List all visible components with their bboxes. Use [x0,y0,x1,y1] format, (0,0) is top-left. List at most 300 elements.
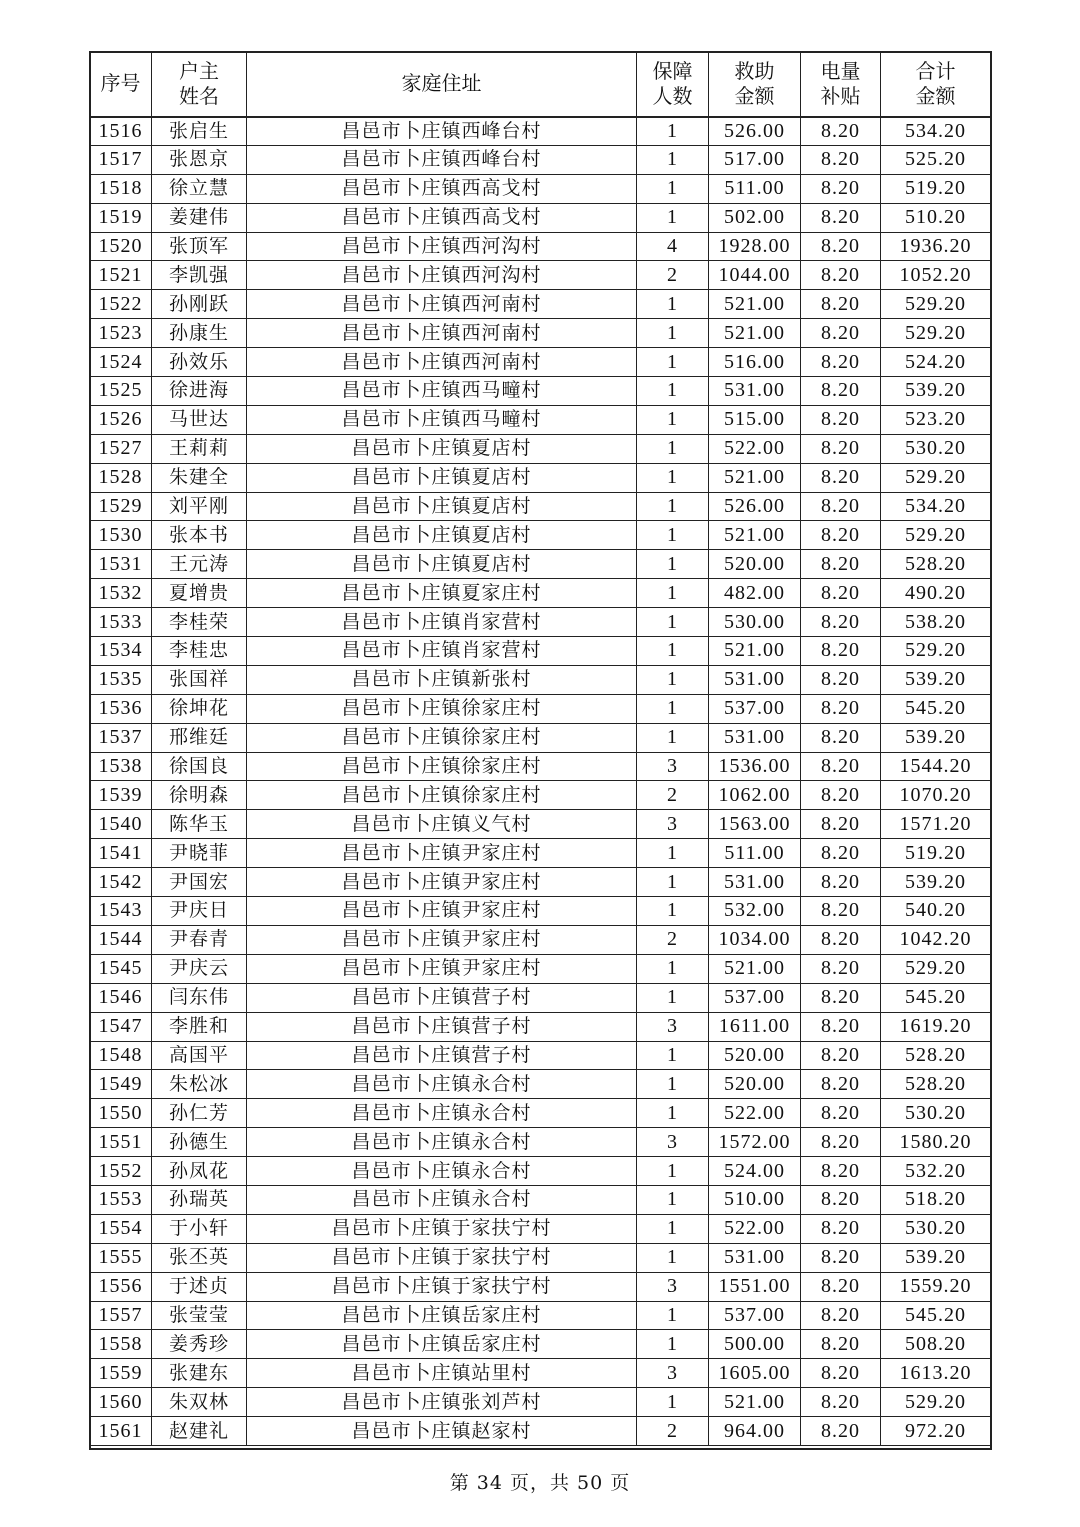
cell-people: 1 [637,954,709,983]
cell-amount: 522.00 [709,1214,801,1243]
cell-address: 昌邑市卜庄镇张刘芦村 [247,1388,637,1417]
cell-total: 519.20 [881,174,991,203]
table-row [90,377,991,406]
cell-name: 高国平 [152,1041,247,1070]
cell-people: 1 [637,1388,709,1417]
cell-name: 张顶军 [152,232,247,261]
table-row [90,232,991,261]
cell-elec: 8.20 [801,1128,881,1157]
cell-people: 1 [637,377,709,406]
cell-elec: 8.20 [801,1012,881,1041]
cell-address: 昌邑市卜庄镇西峰台村 [247,145,637,174]
cell-name: 姜秀珍 [152,1330,247,1359]
table-row [90,1388,991,1417]
cell-people: 1 [637,1214,709,1243]
cell-total: 528.20 [881,550,991,579]
cell-amount: 1034.00 [709,925,801,954]
cell-name: 李凯强 [152,261,247,290]
cell-elec: 8.20 [801,1041,881,1070]
cell-name: 李桂忠 [152,637,247,666]
cell-elec: 8.20 [801,377,881,406]
cell-no: 1528 [90,463,152,492]
cell-amount: 1611.00 [709,1012,801,1041]
cell-total: 532.20 [881,1157,991,1186]
cell-elec: 8.20 [801,810,881,839]
cell-amount: 502.00 [709,203,801,232]
table-row [90,1301,991,1330]
cell-no: 1531 [90,550,152,579]
cell-total: 540.20 [881,897,991,926]
cell-name: 姜建伟 [152,203,247,232]
table-row [90,694,991,723]
cell-amount: 511.00 [709,174,801,203]
cell-people: 1 [637,983,709,1012]
cell-no: 1539 [90,781,152,810]
cell-people: 1 [637,521,709,550]
cell-people: 1 [637,319,709,348]
cell-amount: 482.00 [709,579,801,608]
assistance-table [89,51,991,1446]
table-row [90,810,991,839]
cell-no: 1559 [90,1359,152,1388]
table-row [90,348,991,377]
cell-elec: 8.20 [801,348,881,377]
cell-amount: 521.00 [709,290,801,319]
cell-no: 1560 [90,1388,152,1417]
cell-no: 1519 [90,203,152,232]
cell-address: 昌邑市卜庄镇西马疃村 [247,405,637,434]
cell-no: 1551 [90,1128,152,1157]
cell-amount: 521.00 [709,637,801,666]
cell-address: 昌邑市卜庄镇尹家庄村 [247,868,637,897]
cell-elec: 8.20 [801,925,881,954]
table-body [90,117,991,1446]
cell-no: 1543 [90,897,152,926]
cell-total: 1052.20 [881,261,991,290]
cell-elec: 8.20 [801,1185,881,1214]
cell-name: 徐国良 [152,752,247,781]
table-row [90,1243,991,1272]
cell-elec: 8.20 [801,174,881,203]
cell-amount: 515.00 [709,405,801,434]
cell-total: 1070.20 [881,781,991,810]
cell-total: 1619.20 [881,1012,991,1041]
cell-address: 昌邑市卜庄镇西高戈村 [247,174,637,203]
cell-name: 孙仁芳 [152,1099,247,1128]
table-row [90,897,991,926]
cell-amount: 532.00 [709,897,801,926]
cell-no: 1527 [90,434,152,463]
table-row [90,1012,991,1041]
cell-total: 972.20 [881,1417,991,1446]
cell-name: 尹国宏 [152,868,247,897]
cell-people: 1 [637,434,709,463]
table-row [90,781,991,810]
cell-total: 1544.20 [881,752,991,781]
cell-amount: 1563.00 [709,810,801,839]
cell-people: 1 [637,145,709,174]
cell-name: 朱松冰 [152,1070,247,1099]
cell-no: 1534 [90,637,152,666]
cell-address: 昌邑市卜庄镇义气村 [247,810,637,839]
cell-amount: 520.00 [709,550,801,579]
table-row [90,983,991,1012]
cell-no: 1547 [90,1012,152,1041]
cell-no: 1537 [90,723,152,752]
cell-amount: 964.00 [709,1417,801,1446]
cell-people: 1 [637,1157,709,1186]
cell-amount: 521.00 [709,954,801,983]
cell-total: 529.20 [881,319,991,348]
cell-no: 1522 [90,290,152,319]
table-header [90,52,991,117]
cell-address: 昌邑市卜庄镇尹家庄村 [247,954,637,983]
cell-name: 张恩京 [152,145,247,174]
cell-amount: 1928.00 [709,232,801,261]
cell-amount: 531.00 [709,665,801,694]
cell-people: 4 [637,232,709,261]
cell-people: 1 [637,117,709,146]
cell-elec: 8.20 [801,203,881,232]
cell-address: 昌邑市卜庄镇赵家村 [247,1417,637,1446]
cell-people: 1 [637,348,709,377]
cell-people: 1 [637,174,709,203]
cell-address: 昌邑市卜庄镇营子村 [247,983,637,1012]
cell-total: 525.20 [881,145,991,174]
table-row [90,434,991,463]
cell-total: 518.20 [881,1185,991,1214]
cell-address: 昌邑市卜庄镇永合村 [247,1128,637,1157]
table-row [90,637,991,666]
cell-name: 张建东 [152,1359,247,1388]
cell-total: 529.20 [881,521,991,550]
cell-name: 李桂荣 [152,608,247,637]
cell-total: 510.20 [881,203,991,232]
cell-elec: 8.20 [801,550,881,579]
cell-address: 昌邑市卜庄镇于家扶宁村 [247,1214,637,1243]
cell-amount: 522.00 [709,434,801,463]
cell-people: 3 [637,1359,709,1388]
cell-amount: 537.00 [709,694,801,723]
cell-name: 刘平刚 [152,492,247,521]
cell-amount: 531.00 [709,723,801,752]
cell-total: 524.20 [881,348,991,377]
cell-elec: 8.20 [801,492,881,521]
cell-elec: 8.20 [801,954,881,983]
cell-amount: 531.00 [709,868,801,897]
cell-name: 孙凤花 [152,1157,247,1186]
cell-people: 1 [637,839,709,868]
cell-no: 1535 [90,665,152,694]
table-row [90,1214,991,1243]
cell-address: 昌邑市卜庄镇夏店村 [247,550,637,579]
cell-elec: 8.20 [801,261,881,290]
header-elec: 电量 补贴 [801,52,881,117]
cell-amount: 526.00 [709,492,801,521]
cell-people: 2 [637,1417,709,1446]
cell-people: 3 [637,1012,709,1041]
cell-name: 孙瑞英 [152,1185,247,1214]
cell-address: 昌邑市卜庄镇夏家庄村 [247,579,637,608]
cell-total: 539.20 [881,1243,991,1272]
cell-no: 1549 [90,1070,152,1099]
cell-elec: 8.20 [801,1243,881,1272]
cell-address: 昌邑市卜庄镇西河南村 [247,348,637,377]
cell-amount: 517.00 [709,145,801,174]
cell-no: 1545 [90,954,152,983]
cell-total: 523.20 [881,405,991,434]
cell-address: 昌邑市卜庄镇岳家庄村 [247,1301,637,1330]
page-footer: 第 34 页，共 50 页 [449,1472,631,1494]
cell-amount: 521.00 [709,521,801,550]
cell-people: 3 [637,1272,709,1301]
cell-name: 赵建礼 [152,1417,247,1446]
cell-name: 徐进海 [152,377,247,406]
cell-no: 1532 [90,579,152,608]
cell-elec: 8.20 [801,723,881,752]
cell-elec: 8.20 [801,1272,881,1301]
cell-total: 545.20 [881,1301,991,1330]
cell-elec: 8.20 [801,463,881,492]
cell-name: 马世达 [152,405,247,434]
cell-name: 张莹莹 [152,1301,247,1330]
cell-amount: 521.00 [709,319,801,348]
cell-total: 545.20 [881,694,991,723]
cell-address: 昌邑市卜庄镇尹家庄村 [247,897,637,926]
cell-no: 1520 [90,232,152,261]
cell-total: 528.20 [881,1041,991,1070]
cell-amount: 526.00 [709,117,801,146]
cell-address: 昌邑市卜庄镇徐家庄村 [247,781,637,810]
cell-name: 张本书 [152,521,247,550]
cell-no: 1558 [90,1330,152,1359]
cell-total: 1042.20 [881,925,991,954]
table-row [90,174,991,203]
cell-address: 昌邑市卜庄镇于家扶宁村 [247,1243,637,1272]
cell-total: 539.20 [881,868,991,897]
table-row [90,1041,991,1070]
cell-amount: 530.00 [709,608,801,637]
cell-total: 539.20 [881,665,991,694]
cell-no: 1533 [90,608,152,637]
cell-name: 于述贞 [152,1272,247,1301]
cell-elec: 8.20 [801,694,881,723]
cell-amount: 516.00 [709,348,801,377]
table-row [90,868,991,897]
cell-people: 2 [637,781,709,810]
table-row [90,752,991,781]
cell-people: 1 [637,1330,709,1359]
cell-name: 朱建全 [152,463,247,492]
cell-total: 539.20 [881,377,991,406]
cell-people: 1 [637,897,709,926]
cell-address: 昌邑市卜庄镇西高戈村 [247,203,637,232]
cell-people: 1 [637,694,709,723]
cell-elec: 8.20 [801,1301,881,1330]
cell-total: 545.20 [881,983,991,1012]
cell-elec: 8.20 [801,1070,881,1099]
cell-elec: 8.20 [801,983,881,1012]
header-people: 保障 人数 [637,52,709,117]
cell-people: 1 [637,579,709,608]
cell-no: 1523 [90,319,152,348]
cell-no: 1516 [90,117,152,146]
cell-total: 529.20 [881,290,991,319]
cell-amount: 522.00 [709,1099,801,1128]
cell-people: 1 [637,550,709,579]
cell-address: 昌邑市卜庄镇夏店村 [247,521,637,550]
cell-name: 朱双林 [152,1388,247,1417]
cell-amount: 1605.00 [709,1359,801,1388]
cell-elec: 8.20 [801,1214,881,1243]
cell-people: 1 [637,868,709,897]
table-row [90,925,991,954]
cell-no: 1521 [90,261,152,290]
cell-amount: 1572.00 [709,1128,801,1157]
cell-total: 1559.20 [881,1272,991,1301]
cell-name: 孙德生 [152,1128,247,1157]
cell-people: 1 [637,492,709,521]
cell-no: 1548 [90,1041,152,1070]
header-row [90,52,991,117]
cell-elec: 8.20 [801,1417,881,1446]
cell-total: 519.20 [881,839,991,868]
cell-name: 孙效乐 [152,348,247,377]
cell-total: 490.20 [881,579,991,608]
table-row [90,1417,991,1446]
cell-amount: 1062.00 [709,781,801,810]
cell-elec: 8.20 [801,1388,881,1417]
cell-people: 1 [637,1099,709,1128]
table-row [90,1157,991,1186]
cell-elec: 8.20 [801,1099,881,1128]
table-row [90,319,991,348]
table-row [90,839,991,868]
cell-no: 1529 [90,492,152,521]
cell-elec: 8.20 [801,405,881,434]
cell-total: 534.20 [881,492,991,521]
header-total: 合计 金额 [881,52,991,117]
cell-name: 孙康生 [152,319,247,348]
cell-address: 昌邑市卜庄镇永合村 [247,1099,637,1128]
cell-no: 1541 [90,839,152,868]
cell-name: 徐立慧 [152,174,247,203]
cell-amount: 500.00 [709,1330,801,1359]
cell-people: 2 [637,261,709,290]
cell-no: 1530 [90,521,152,550]
table-row [90,405,991,434]
table-row [90,579,991,608]
cell-address: 昌邑市卜庄镇徐家庄村 [247,723,637,752]
cell-total: 1613.20 [881,1359,991,1388]
cell-amount: 511.00 [709,839,801,868]
cell-address: 昌邑市卜庄镇站里村 [247,1359,637,1388]
cell-name: 孙刚跃 [152,290,247,319]
cell-address: 昌邑市卜庄镇岳家庄村 [247,1330,637,1359]
cell-elec: 8.20 [801,752,881,781]
cell-no: 1556 [90,1272,152,1301]
cell-no: 1524 [90,348,152,377]
table-row [90,1070,991,1099]
cell-no: 1554 [90,1214,152,1243]
cell-total: 1571.20 [881,810,991,839]
cell-total: 539.20 [881,723,991,752]
cell-name: 张丕英 [152,1243,247,1272]
cell-total: 530.20 [881,1214,991,1243]
cell-address: 昌邑市卜庄镇尹家庄村 [247,925,637,954]
cell-address: 昌邑市卜庄镇西河沟村 [247,261,637,290]
table-row [90,492,991,521]
table-row [90,290,991,319]
cell-address: 昌邑市卜庄镇西马疃村 [247,377,637,406]
cell-total: 528.20 [881,1070,991,1099]
cell-elec: 8.20 [801,1330,881,1359]
cell-amount: 524.00 [709,1157,801,1186]
cell-no: 1536 [90,694,152,723]
cell-elec: 8.20 [801,665,881,694]
table-row [90,1272,991,1301]
cell-address: 昌邑市卜庄镇徐家庄村 [247,694,637,723]
cell-name: 徐坤花 [152,694,247,723]
cell-people: 3 [637,1128,709,1157]
cell-total: 529.20 [881,1388,991,1417]
cell-address: 昌邑市卜庄镇营子村 [247,1041,637,1070]
cell-no: 1542 [90,868,152,897]
cell-elec: 8.20 [801,117,881,146]
cell-address: 昌邑市卜庄镇西峰台村 [247,117,637,146]
cell-amount: 531.00 [709,377,801,406]
cell-elec: 8.20 [801,145,881,174]
cell-people: 1 [637,608,709,637]
table-row [90,954,991,983]
cell-total: 1936.20 [881,232,991,261]
cell-no: 1555 [90,1243,152,1272]
cell-name: 于小轩 [152,1214,247,1243]
cell-total: 1580.20 [881,1128,991,1157]
header-no: 序号 [90,52,152,117]
cell-name: 尹庆日 [152,897,247,926]
cell-elec: 8.20 [801,521,881,550]
table-row [90,550,991,579]
cell-total: 508.20 [881,1330,991,1359]
cell-people: 2 [637,925,709,954]
cell-address: 昌邑市卜庄镇肖家营村 [247,637,637,666]
table-row [90,1128,991,1157]
cell-elec: 8.20 [801,1359,881,1388]
cell-amount: 531.00 [709,1243,801,1272]
header-amount: 救助 金额 [709,52,801,117]
cell-people: 3 [637,752,709,781]
cell-elec: 8.20 [801,608,881,637]
cell-no: 1561 [90,1417,152,1446]
cell-no: 1526 [90,405,152,434]
cell-amount: 521.00 [709,463,801,492]
cell-total: 534.20 [881,117,991,146]
cell-people: 1 [637,665,709,694]
cell-no: 1546 [90,983,152,1012]
cell-no: 1557 [90,1301,152,1330]
table-row [90,665,991,694]
cell-amount: 537.00 [709,983,801,1012]
cell-elec: 8.20 [801,868,881,897]
cell-no: 1517 [90,145,152,174]
cell-name: 王元涛 [152,550,247,579]
cell-name: 王莉莉 [152,434,247,463]
cell-people: 1 [637,203,709,232]
cell-no: 1518 [90,174,152,203]
cell-amount: 510.00 [709,1185,801,1214]
cell-name: 李胜和 [152,1012,247,1041]
